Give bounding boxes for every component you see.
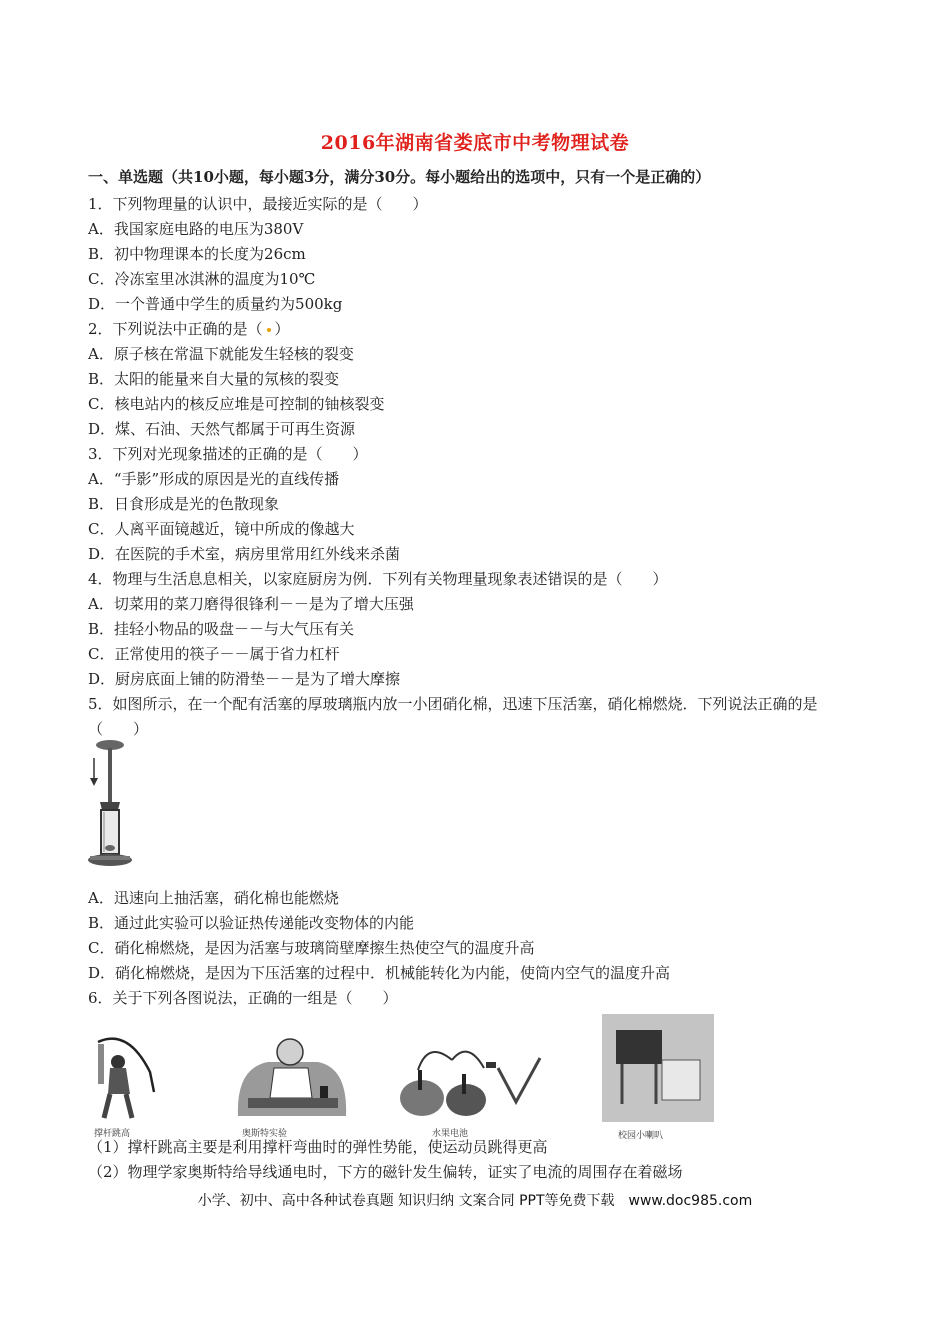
q6-statement-1: （1）撑杆跳高主要是利用撑杆弯曲时的弹性势能，使运动员跳得更高 <box>88 1138 548 1156</box>
q4-option-c: C．正常使用的筷子－－属于省力杠杆 <box>88 645 340 663</box>
q2-stem-prefix: 2．下列说法中正确的是（ <box>88 320 263 338</box>
caption-fruit-battery: 水果电池 <box>432 1129 469 1139</box>
caption-pole-vault: 撑杆跳高 <box>94 1129 131 1139</box>
q4-option-b: B．挂轻小物品的吸盘－－与大气压有关 <box>88 620 355 638</box>
footer-ad: 小学、初中、高中各种试卷真题 知识归纳 文案合同 PPT等免费下载 www.doc985.com <box>197 1193 753 1209</box>
piston-apparatus-figure <box>88 738 160 878</box>
exam-title: 2016年湖南省娄底市中考物理试卷 <box>320 132 630 154</box>
oersted-figure <box>228 1028 358 1142</box>
q5-option-b: B．通过此实验可以验证热传递能改变物体的内能 <box>88 914 415 932</box>
q2-stem <box>88 317 868 342</box>
fruit-battery-figure <box>388 1040 568 1142</box>
dot-mark <box>267 328 271 332</box>
pole-vault-figure <box>88 1032 168 1142</box>
q2-option-a: A．原子核在常温下就能发生轻核的裂变 <box>88 345 354 363</box>
q3-option-d: D．在医院的手术室，病房里常用红外线来杀菌 <box>88 545 401 563</box>
caption-speaker: 校园小喇叭 <box>618 1131 664 1141</box>
questions-1-to-5 <box>88 192 868 742</box>
q4-option-a: A．切菜用的菜刀磨得很锋利－－是为了增大压强 <box>88 595 414 613</box>
q4-stem: 4．物理与生活息息相关，以家庭厨房为例．下列有关物理量现象表述错误的是（ ） <box>88 570 668 588</box>
q6-stem: 6．关于下列各图说法，正确的一组是（ ） <box>88 989 398 1007</box>
q3-option-c: C．人离平面镜越近，镜中所成的像越大 <box>88 520 355 538</box>
q3-option-b: B．日食形成是光的色散现象 <box>88 495 280 513</box>
fruit-battery-icon <box>388 1040 568 1122</box>
q1-option-a: A．我国家庭电路的电压为380V <box>88 220 304 238</box>
q5-option-d: D．硝化棉燃烧，是因为下压活塞的过程中．机械能转化为内能，使筒内空气的温度升高 <box>88 964 671 982</box>
q1-option-c: C．冷冻室里冰淇淋的温度为10℃ <box>88 270 316 288</box>
section-header: 一、单选题（共10小题，每小题3分，满分30分。每小题给出的选项中，只有一个是正确的） <box>88 168 711 186</box>
speaker-figure <box>600 1012 716 1142</box>
q5-option-a: A．迅速向上抽活塞，硝化棉也能燃烧 <box>88 889 339 907</box>
q2-stem-suffix: ） <box>274 320 290 338</box>
q5-options <box>88 886 868 1011</box>
q2-option-c: C．核电站内的核反应堆是可控制的铀核裂变 <box>88 395 385 413</box>
q2-option-d: D．煤、石油、天然气都属于可再生资源 <box>88 420 356 438</box>
oersted-icon <box>228 1028 352 1124</box>
q5-stem: 5．如图所示，在一个配有活塞的厚玻璃瓶内放一小团硝化棉，迅速下压活塞，硝化棉燃烧．下列说法正确的是（ ） <box>88 695 818 738</box>
q2-option-b: B．太阳的能量来自大量的氖核的裂变 <box>88 370 340 388</box>
speaker-icon <box>600 1012 716 1124</box>
q4-option-d: D．厨房底面上铺的防滑垫－－是为了增大摩擦 <box>88 670 401 688</box>
q1-option-b: B．初中物理课本的长度为26cm <box>88 245 306 263</box>
caption-oersted: 奥斯特实验 <box>242 1129 288 1139</box>
q6-statements <box>88 1135 888 1185</box>
q5-option-c: C．硝化棉燃烧，是因为活塞与玻璃筒壁摩擦生热使空气的温度升高 <box>88 939 535 957</box>
q3-option-a: A．“手影”形成的原因是光的直线传播 <box>88 470 340 488</box>
q6-statement-2: （2）物理学家奥斯特给导线通电时，下方的磁针发生偏转，证实了电流的周围存在着磁场 <box>88 1163 683 1181</box>
q3-stem: 3．下列对光现象描述的正确的是（ ） <box>88 445 368 463</box>
q1-option-d: D．一个普通中学生的质量约为500kg <box>88 295 343 313</box>
pole-vault-icon <box>88 1032 158 1124</box>
q1-stem: 1．下列物理量的认识中，最接近实际的是（ ） <box>88 195 428 213</box>
q6-figures <box>88 1012 728 1142</box>
